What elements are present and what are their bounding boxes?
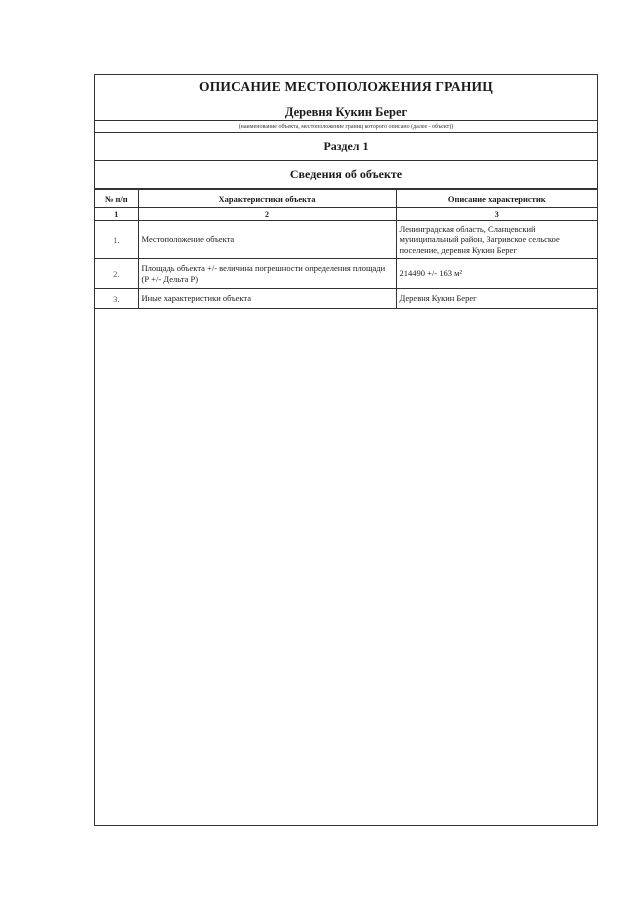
object-name: Деревня Кукин Берег [284, 105, 408, 119]
header-number: № п/п [95, 190, 138, 208]
row-description: Деревня Кукин Берег [396, 289, 597, 309]
subsection-title: Сведения об объекте [95, 161, 597, 189]
row-characteristic: Местоположение объекта [138, 221, 396, 259]
row-description: Ленинградская область, Сланцевский муниципальный район, Загривское сельское поселение, деревня Кукин Берег [396, 221, 597, 259]
header-description: Описание характеристик [396, 190, 597, 208]
row-number: 2. [95, 259, 138, 289]
column-number: 3 [396, 208, 597, 221]
document-title: ОПИСАНИЕ МЕСТОПОЛОЖЕНИЯ ГРАНИЦ [199, 79, 493, 94]
row-number: 1. [95, 221, 138, 259]
row-number: 3. [95, 289, 138, 309]
table-row [95, 221, 597, 259]
row-characteristic: Площадь объекта +/- величина погрешности определения площади (Р +/- Дельта Р) [138, 259, 396, 289]
column-number: 1 [95, 208, 138, 221]
document-frame [94, 74, 598, 826]
column-number-row [95, 208, 597, 221]
table-header-row [95, 190, 597, 208]
row-characteristic: Иные характеристики объекта [138, 289, 396, 309]
header-characteristic: Характеристики объекта [138, 190, 396, 208]
document-header [95, 75, 597, 120]
object-info-table [95, 189, 597, 309]
column-number: 2 [138, 208, 396, 221]
table-row [95, 289, 597, 309]
object-name-caption: (наименование объекта, местоположение границ которого описано (далее - объект)) [95, 120, 597, 133]
table-row [95, 259, 597, 289]
row-description: 214490 +/- 163 м² [396, 259, 597, 289]
section-title: Раздел 1 [95, 133, 597, 161]
